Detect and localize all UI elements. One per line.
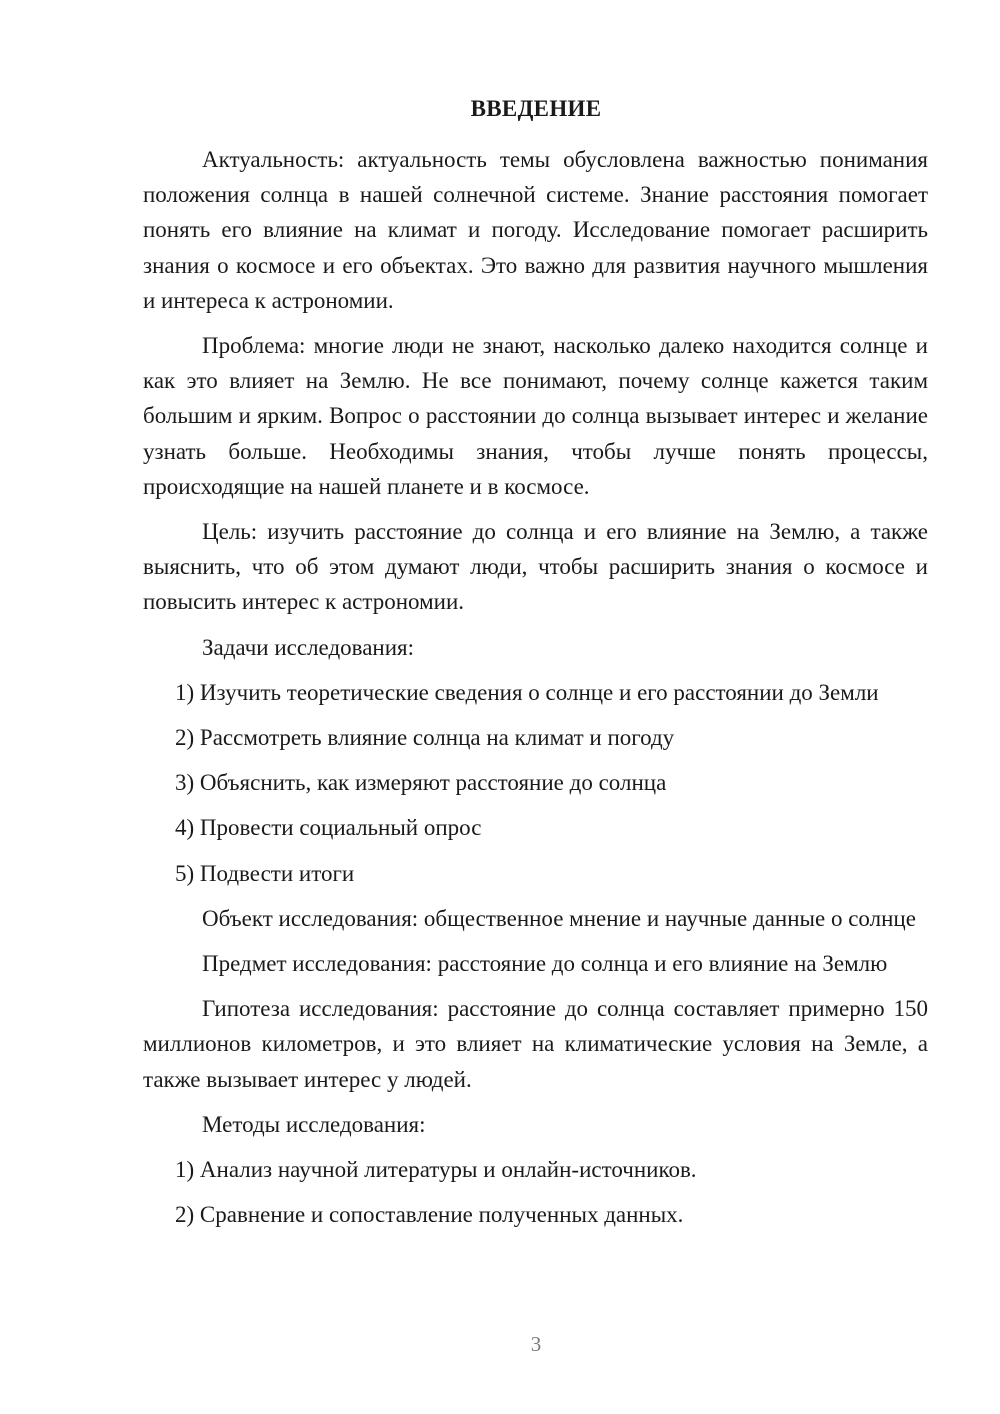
section-heading: ВВЕДЕНИЕ bbox=[470, 96, 602, 121]
task-item: 3) Объяснить, как измеряют расстояние до солнца bbox=[175, 770, 667, 796]
task-item: 1) Изучить теоретические сведения о солнце и его расстоянии до Земли bbox=[175, 679, 879, 705]
object-paragraph: Объект исследования: общественное мнение и научные данные о солнце bbox=[202, 905, 916, 931]
hypothesis-paragraph: Гипотеза исследования: расстояние до солнца составляет примерно 150 миллионов километров, и это влияет на климатические условия на Земле, а также вызывает интерес у людей. bbox=[143, 996, 928, 1092]
page-number: 3 bbox=[530, 1332, 542, 1356]
subject-paragraph: Предмет исследования: расстояние до солнца и его влияние на Землю bbox=[202, 951, 888, 977]
task-item: 5) Подвести итоги bbox=[175, 860, 355, 886]
method-item: 2) Сравнение и сопоставление полученных данных. bbox=[175, 1202, 684, 1228]
tasks-title: Задачи исследования: bbox=[202, 634, 415, 660]
task-item: 4) Провести социальный опрос bbox=[175, 815, 482, 841]
relevance-paragraph: Актуальность: актуальность темы обусловлена важностью понимания положения солнца в нашей солнечной системе. Знание расстояния помогает понять его влияние на климат и погоду. Исследование помогает расширить знания о космосе и его объектах. Это важно для развития научного мышления и интереса к астрономии. bbox=[143, 147, 928, 313]
document-body bbox=[143, 142, 928, 1242]
method-item: 1) Анализ научной литературы и онлайн-источников. bbox=[175, 1157, 697, 1183]
task-item: 2) Рассмотреть влияние солнца на климат и погоду bbox=[175, 725, 675, 751]
problem-paragraph: Проблема: многие люди не знают, насколько далеко находится солнце и как это влияет на Землю. Не все понимают, почему солнце кажется таким большим и ярким. Вопрос о расстоянии до солнца вызывает интерес и желание узнать больше. Необходимы знания, чтобы лучше понять процессы, происходящие на нашей планете и в космосе. bbox=[143, 333, 928, 499]
goal-paragraph: Цель: изучить расстояние до солнца и его влияние на Землю, а также выяснить, что об этом думают люди, чтобы расширить знания о космосе и повысить интерес к астрономии. bbox=[143, 519, 928, 615]
methods-title: Методы исследования: bbox=[202, 1111, 426, 1137]
